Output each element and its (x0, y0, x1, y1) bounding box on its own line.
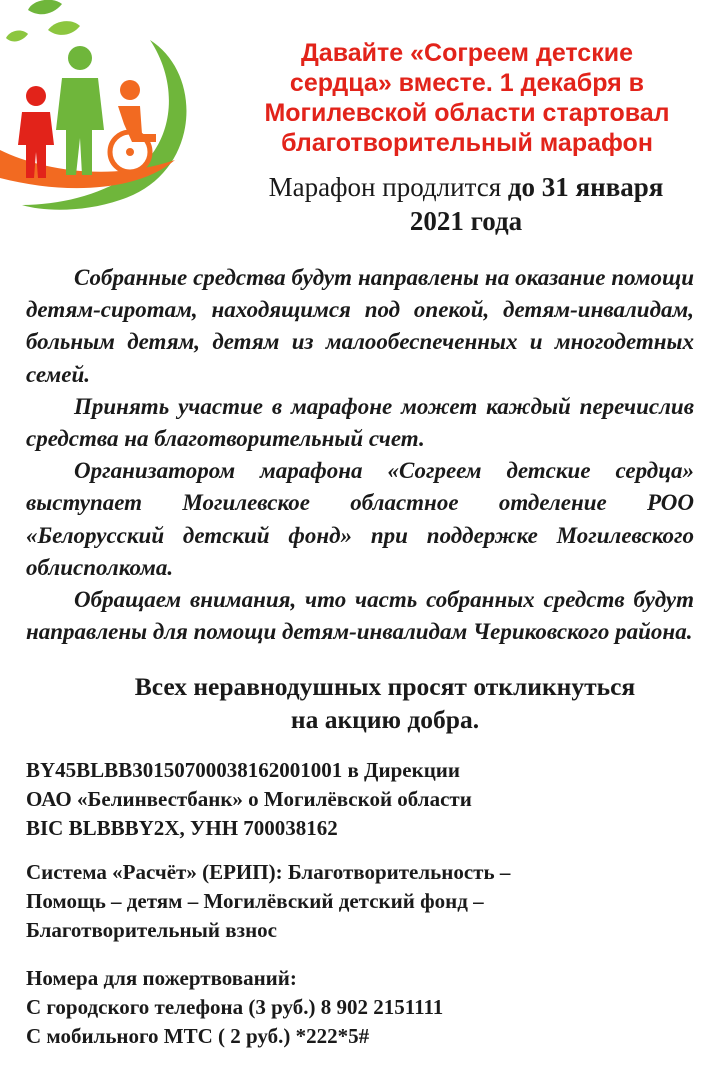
phones-heading: Номера для пожертвований: (26, 966, 297, 990)
headline-line: сердца» вместе. 1 декабря в (289, 69, 645, 97)
appeal-line: на акцию добра. (290, 705, 480, 734)
erip-details (26, 858, 706, 945)
child-figure-head (26, 86, 46, 106)
paragraph-attention: Обращаем внимания, что часть собранных средств будут направлены для помощи детям-инвалидам Чериковского района. (26, 587, 694, 645)
adult-figure-head (68, 46, 92, 70)
erip-line: Благотворительный взнос (26, 918, 277, 942)
landline-number: С городского телефона (3 руб.) 8 902 2151111 (26, 995, 444, 1019)
paragraph-participation: Принять участие в марафоне может каждый перечислив средства на благотворительный счет. (26, 393, 694, 452)
charity-family-heart-logo (0, 0, 200, 230)
leaf-shape (48, 21, 80, 35)
appeal-line: Всех неравнодушных просят откликнуться (134, 672, 636, 701)
adult-figure-body (56, 78, 104, 175)
duration-prefix: Марафон продлится (268, 172, 508, 202)
headline-line: Давайте «Согреем детские (301, 39, 633, 67)
leaf-shape (6, 31, 28, 42)
leaf-shape (28, 0, 62, 14)
marathon-duration (222, 170, 710, 238)
bank-name: ОАО «Белинвестбанк» о Могилёвской области (26, 787, 472, 811)
mobile-number: С мобильного МТС ( 2 руб.) *222*5# (26, 1024, 370, 1048)
bank-account: BY45BLBB30150700038162001001 в Дирекции (26, 758, 460, 782)
paragraph-organizer: Организатором марафона «Согреем детские сердца» выступает Могилевское областное отделение РОО «Белорусский детский фонд» при поддержке Могилевского облисполкома. (26, 458, 694, 580)
donation-phones (26, 964, 706, 1051)
wheelchair-wheel-hub (126, 148, 134, 156)
wheelchair-figure-body (118, 106, 156, 142)
duration-end-date: до 31 января (507, 172, 664, 202)
erip-line: Помощь – детям – Могилёвский детский фонд – (26, 889, 484, 913)
wheelchair-figure-head (120, 80, 140, 100)
bank-codes: BIC BLBBBY2X, УНН 700038162 (26, 816, 338, 840)
appeal (60, 670, 710, 736)
erip-line: Система «Расчёт» (ЕРИП): Благотворительность – (26, 860, 511, 884)
paragraph-funds: Собранные средства будут направлены на оказание помощи детям-сиротам, находящимся под опекой, детям-инвалидам, больным детям, детям из малообеспеченных и многодетных семей. (26, 265, 694, 387)
headline-line: Могилевской области стартовал (264, 99, 670, 127)
body-text (26, 262, 694, 648)
bank-details (26, 756, 706, 843)
duration-year: 2021 года (409, 206, 523, 236)
headline (232, 38, 702, 158)
headline-line: благотворительный марафон (281, 129, 653, 157)
